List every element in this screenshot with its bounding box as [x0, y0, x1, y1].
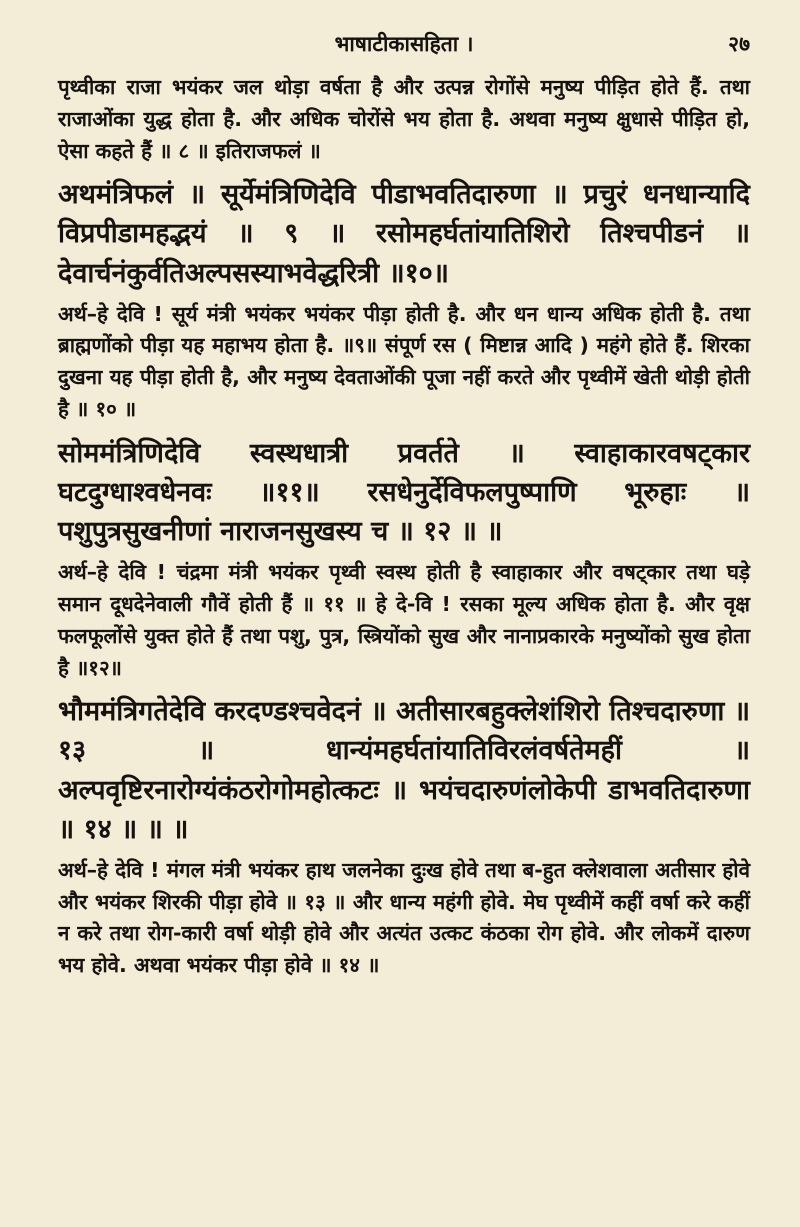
prose-paragraph — [58, 557, 750, 684]
verse-text: सोममंत्रिणिदेवि स्वस्थधात्री प्रवर्तते ॥ स्वाहाकारवषट्कार घटदुग्धाश्वधेनवः ॥११॥ रसधेनुर्देविफलपुष्पाणि भूरुहाः ॥ पशुपुत्रसुखनीणां नाराजनसुखस्य च ॥ १२ ॥ ॥ — [58, 437, 750, 548]
prose-paragraph — [58, 299, 750, 426]
prose-paragraph — [58, 72, 750, 167]
page-header — [58, 30, 750, 58]
running-title: भाषाटीकासहिता । — [334, 32, 474, 56]
prose-paragraph — [58, 855, 750, 982]
prose-text: अर्थ–हे देवि ! सूर्य मंत्री भयंकर भयंकर पीड़ा होती है. और धन धान्य अधिक होती है. तथा ब्राह्मणोंको पीड़ा यह महाभय होता है. ॥९॥ संपूर्ण रस ( मिष्टान्न आदि ) महंगे होते हैं. शिरका दुखना यह पीड़ा होती है, और मनुष्य देवताओंकी पूजा नहीं करते और पृथ्वीमें खेती थोड़ी होती है ॥ १० ॥ — [58, 301, 750, 422]
verse-text: अथमंत्रिफलं ॥ सूर्येमंत्रिणिदेवि पीडाभवतिदारुणा ॥ प्रचुरं धनधान्यादि विप्रपीडामहद्भयं ॥ ९ ॥ रसोमहर्घतांयातिशिरो तिश्चपीडनं ॥ देवार्चनंकुर्वतिअल्पसस्याभवेद्धरित्री ॥१०॥ — [58, 179, 750, 289]
verse-block — [58, 175, 750, 292]
prose-text: पृथ्वीका राजा भयंकर जल थोड़ा वर्षता है और उत्पन्न रोगोंसे मनुष्य पीड़ित होते हैं. तथा राजाओंका युद्ध होता है. और अधिक चोरोंसे भय होता है. अथवा मनुष्य क्षुधासे पीड़ित हो, ऐसा कहते हैं ॥ ८ ॥ इतिराजफलं ॥ — [58, 75, 750, 163]
verse-block — [58, 692, 750, 849]
prose-text: अर्थ–हे देवि ! चंद्रमा मंत्री भयंकर पृथ्वी स्वस्थ होती है स्वाहाकार और वषट्कार तथा घड़े समान दूधदेनेवाली गौवें होती हैं ॥ ११ ॥ हे दे-वि ! रसका मूल्य अधिक होता है. और वृक्ष फलफूलोंसे युक्त होते हैं तथा पशु, पुत्र, स्त्रियोंको सुख और नानाप्रकारके मनुष्योंको सुख होता है ॥१२॥ — [58, 560, 750, 680]
prose-text: अर्थ–हे देवि ! मंगल मंत्री भयंकर हाथ जलनेका दुःख होवे तथा ब-हुत क्लेशवाला अतीसार होवे और भयंकर शिरकी पीड़ा होवे ॥ १३ ॥ और धान्य महंगी होवे. मेघ पृथ्वीमें कहीं वर्षा करे कहीं न करे तथा रोग-कारी वर्षा थोड़ी होवे और अत्यंत उत्कट कंठका रोग होवे. और लोकमें दारुण भय होवे. अथवा भयंकर पीड़ा होवे ॥ १४ ॥ — [58, 857, 750, 978]
verse-text: भौममंत्रिगतेदेवि करदण्डश्चवेदनं ॥ अतीसारबहुक्लेशंशिरो तिश्चदारुणा ॥ १३ ॥ धान्यंमहर्घतांयातिविरलंवर्षतेमहीं ॥ अल्पवृष्टिरनारोग्यंकंठरोगोमहोत्कटः ॥ भयंचदारुणंलोकेपी डाभवतिदारुणा ॥ १४ ॥ ॥ ॥ — [58, 696, 750, 845]
page-number: २७ — [728, 32, 750, 56]
verse-block — [58, 434, 750, 551]
